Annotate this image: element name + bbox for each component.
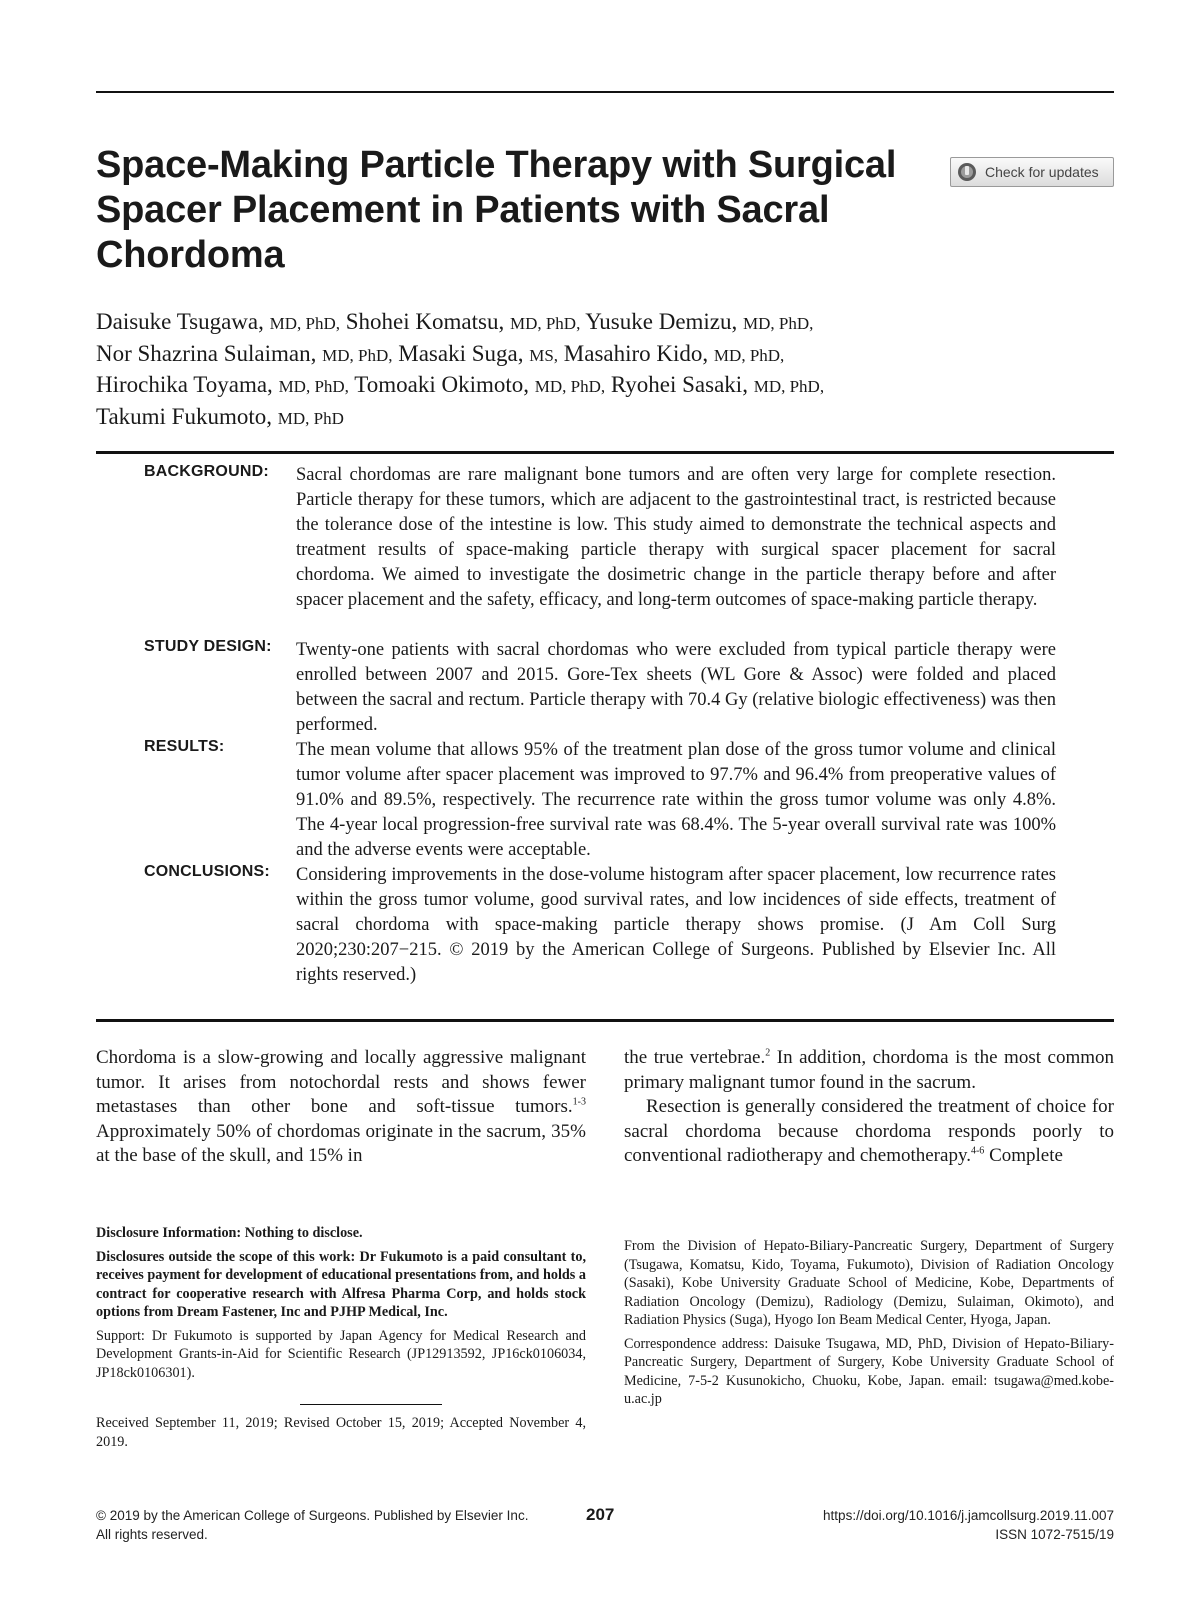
footnote-separator [300,1404,442,1405]
body-paragraph [624,1095,1114,1169]
issn: ISSN 1072-7515/19 [995,1527,1114,1542]
disclosure-information: Disclosure Information: Nothing to disclose. [96,1225,363,1241]
author-degree: MS, [529,345,559,365]
citation: 2 [765,1047,771,1059]
author-name: Daisuke Tsugawa, [96,309,264,334]
body-paragraph [96,1046,586,1169]
correspondence-address: Correspondence address: Daisuke Tsugawa, MD, PhD, Division of Hepato-Biliary-Pancreatic Surgery, Department of Surgery, Kobe University Graduate School of Medicine, 7-5-2 Kusunokicho, Chuoku, Kobe, Japan. email: tsugawa@med.kobe-u.ac.jp [624,1335,1114,1407]
author-degree: MD, PhD, [322,345,393,365]
citation: 1-3 [572,1096,586,1108]
crossmark-icon [957,162,977,182]
abstract-section-label: BACKGROUND: [144,463,269,480]
author-name: Ryohei Sasaki, [610,372,748,397]
body-text: the true vertebrae. [624,1047,766,1068]
author-name: Masaki Suga, [398,340,524,366]
page-number: 207 [586,1505,615,1524]
author-degree: MD, PhD, [753,377,825,396]
author-degree: MD, PhD, [534,377,606,396]
citation: 4-6 [970,1146,985,1158]
footnotes-right [624,1237,1114,1414]
support-statement: Support: Dr Fukumoto is supported by Japan Agency for Medical Research and Development Grants-in-Aid for Scientific Research (JP12913592, JP16ck0106034, JP18ck0106301). [96,1327,586,1381]
footnotes-left [96,1224,586,1387]
abstract-bottom-rule [96,1019,1114,1022]
body-column-right [624,1046,1114,1169]
author-name: Nor Shazrina Sulaiman, [96,340,317,366]
top-rule [96,91,1114,93]
author-degree: MD, PhD, [278,377,349,396]
author-name: Takumi Fukumoto, [96,403,273,429]
footer-doi-issn [823,1506,1114,1544]
abstract-section-label: STUDY DESIGN: [144,638,272,655]
footer-copyright [96,1506,528,1544]
abstract-section-text: The mean volume that allows 95% of the treatment plan dose of the gross tumor volume and clinical tumor volume after spacer placement was improved to 97.7% and 96.4% from preoperative values of 91.0% and 89.5%, respectively. The recurrence rate within the gross tumor volume was only 4.8%. The 4-year local progression-free survival rate was 68.4%. The 5-year overall survival rate was 100% and the adverse events were acceptable. [296,740,1056,860]
received-dates: Received September 11, 2019; Revised October 15, 2019; Accepted November 4, 2019. [96,1415,586,1450]
author-degree: MD, PhD, [269,314,340,333]
author-name: Yusuke Demizu, [585,309,738,334]
abstract-section-label: CONCLUSIONS: [144,863,270,880]
disclosures-outside-scope: Disclosures outside the scope of this work: Dr Fukumoto is a paid consultant to, receives payment for development of educational presentations from, and holds a contract for cooperative research with Alfresa Pharma Corp, and holds stock options from Dream Fastener, Inc and PJHP Medical, Inc. [96,1248,586,1320]
author-name: Tomoaki Okimoto, [354,372,529,397]
author-name: Masahiro Kido, [563,340,709,366]
affiliation-statement: From the Division of Hepato-Biliary-Pancreatic Surgery, Department of Surgery (Tsugawa, Komatsu, Kido, Toyama, Fukumoto), Division of Radiation Oncology (Sasaki), Kobe University Graduate School of Medicine, Kobe, Departments of Radiation Oncology (Demizu), Radiology (Demizu, Sulaiman, Okimoto), and Radiation Physics (Suga), Hyogo Ion Beam Medical Center, Hyoga, Japan. [624,1238,1114,1328]
copyright-line: All rights reserved. [96,1527,208,1542]
abstract-section-text: Sacral chordomas are rare malignant bone tumors and are often very large for complete resection. Particle therapy for these tumors, which are adjacent to the gastrointestinal tract, is restricted because the tolerance dose of the intestine is low. This study aimed to demonstrate the technical aspects and treatment results of space-making particle therapy with surgical spacer placement for sacral chordoma. We aimed to investigate the dosimetric change in the particle therapy before and after spacer placement and the safety, efficacy, and long-term outcomes of space-making particle therapy. [296,465,1056,610]
body-text: In addition, chordoma is the most common primary malignant tumor found in the sacrum. [624,1047,1114,1093]
abstract-section-text: Considering improvements in the dose-volume histogram after spacer placement, low recurrence rates within the gross tumor volume, good survival rates, and low incidences of side effects, treatment of sacral chordoma with space-making particle therapy shows promise. (J Am Coll Surg 2020;230:207−215. © 2019 by the American College of Surgeons. Published by Elsevier Inc. All rights reserved.) [296,865,1056,985]
doi-link[interactable]: https://doi.org/10.1016/j.jamcollsurg.2019.11.007 [823,1508,1114,1523]
author-degree: MD, PhD [277,408,344,428]
check-for-updates-label: Check for updates [985,164,1099,180]
author-degree: MD, PhD, [713,345,785,365]
body-text: Approximately 50% of chordomas originate in the sacrum, 35% at the base of the skull, and 15% in [96,1120,586,1167]
author-list [96,307,1106,433]
body-text: Resection is generally considered the treatment of choice for sacral chordoma because chordoma responds poorly to conventional radiotherapy and chemotherapy. [624,1096,1114,1167]
abstract-section-text: Twenty-one patients with sacral chordomas who were excluded from typical particle therapy were enrolled between 2007 and 2015. Gore-Tex sheets (WL Gore & Assoc) were folded and placed between the sacral and rectum. Particle therapy with 70.4 Gy (relative biologic effectiveness) was then performed. [296,640,1056,735]
body-paragraph [624,1046,1114,1095]
author-name: Hirochika Toyama, [96,372,273,397]
body-column-left [96,1046,586,1169]
author-degree: MD, PhD, [509,314,581,333]
body-text: Complete [984,1145,1063,1167]
check-for-updates-button[interactable] [950,157,1114,187]
body-text: Chordoma is a slow-growing and locally aggressive malignant tumor. It arises from notochordal rests and shows fewer metastases than other bone and soft-tissue tumors. [96,1047,586,1118]
abstract-top-rule [96,451,1114,454]
article-title: Space-Making Particle Therapy with Surgical Spacer Placement in Patients with Sacral Chordoma [96,144,897,276]
abstract-section-label: RESULTS: [144,738,225,755]
copyright-line: © 2019 by the American College of Surgeons. Published by Elsevier Inc. [96,1508,529,1523]
author-name: Shohei Komatsu, [345,309,505,334]
author-degree: MD, PhD, [743,314,814,333]
